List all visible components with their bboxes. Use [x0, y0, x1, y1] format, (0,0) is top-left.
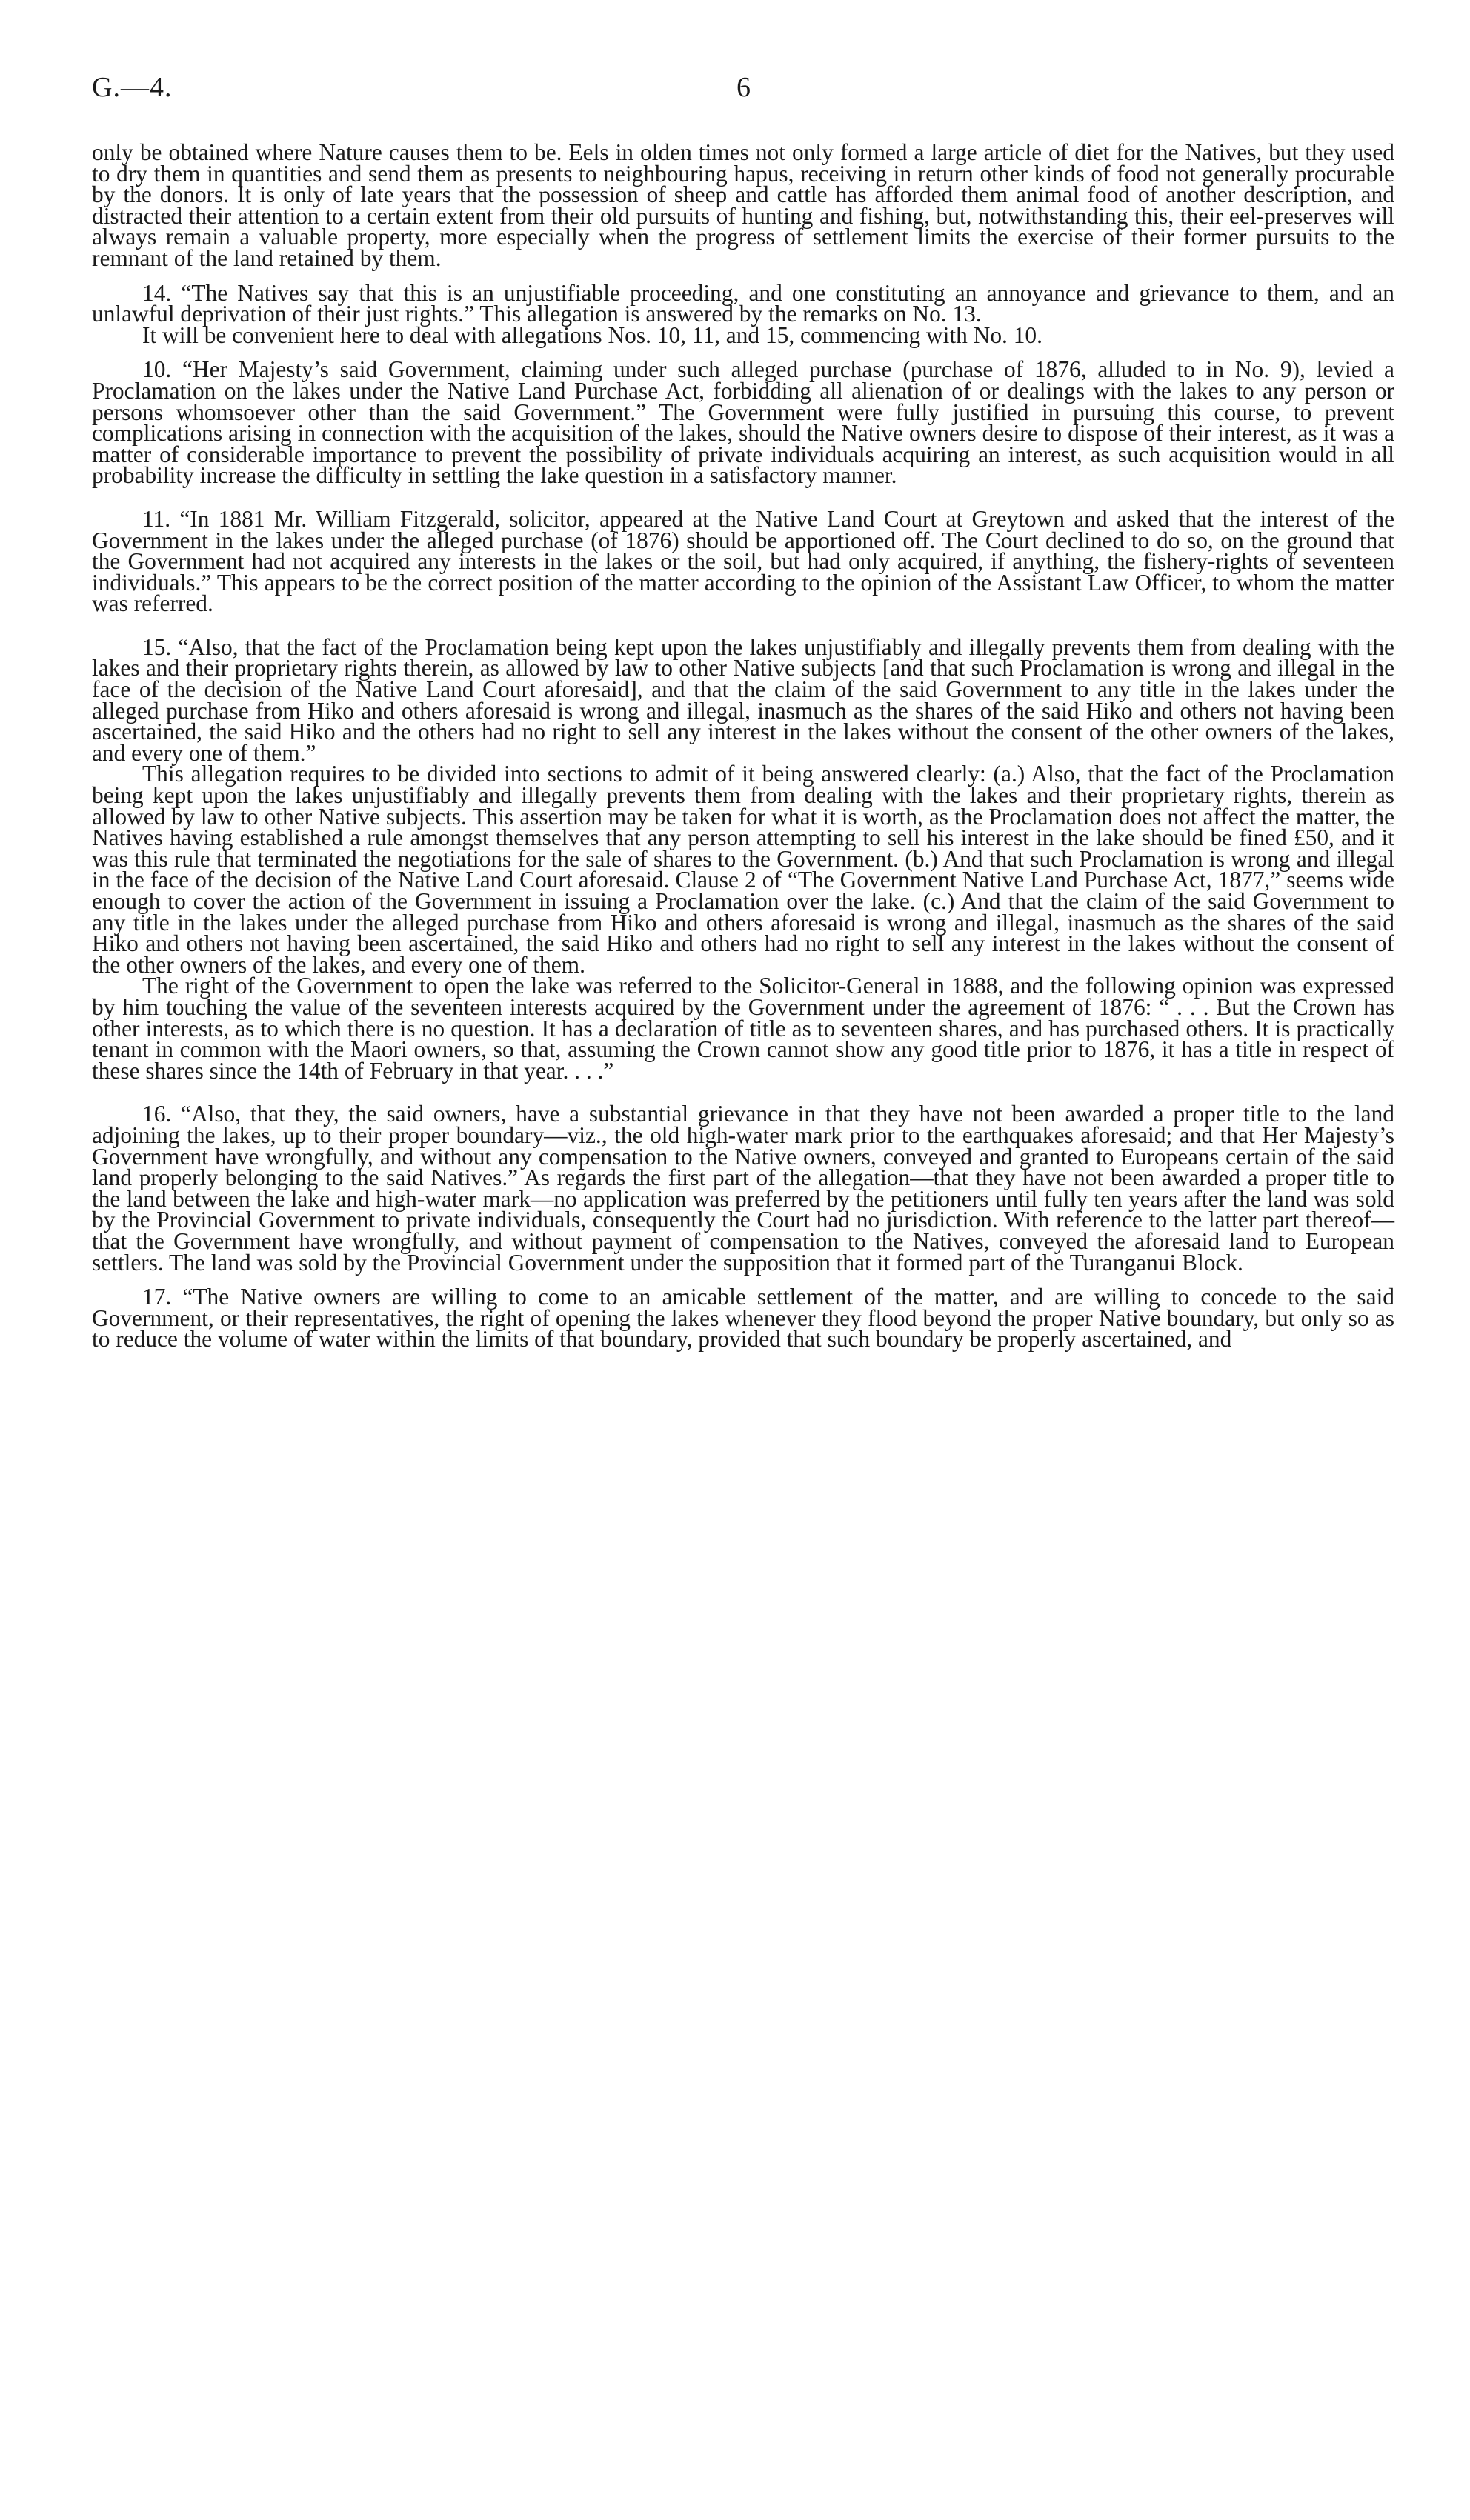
paragraph-11: 11. “In 1881 Mr. William Fitzgerald, solicitor, appeared at the Native Land Court at Greytown and asked that the interest of the Government in the lakes under the alleged purchase (of 1876) should be apportioned off. The Court declined to do so, on the ground that the Government had not acquired any interests in the lakes or the soil, but had only acquired, if anything, the fishery-rights of seventeen individuals.” This appears to be the correct position of the matter according to the opinion of the Assistant Law Officer, to whom the matter was referred.	[92, 505, 1394, 617]
paragraph-15: 15. “Also, that the fact of the Proclamation being kept upon the lakes unjustifiably and illegally prevents them from dealing with the lakes and their proprietary rights therein, as allowed by law to other Native subjects [and that such Proclamation is wrong and illegal in the face of the decision of the Native Land Court aforesaid], and that the claim of the said Government to any title in the lakes under the alleged purchase from Hiko and others aforesaid is wrong and illegal, inasmuch as the shares of the said Hiko and others not having been ascertained, the said Hiko and the others had no right to sell any interest in the lakes without the consent of the other owners of the lakes, and every one of them.”	[92, 633, 1394, 766]
body-text	[92, 139, 1394, 1353]
paragraph-transition: It will be convenient here to deal with allegations Nos. 10, 11, and 15, commencing with No. 10.	[142, 321, 1042, 348]
paragraph-16: 16. “Also, that they, the said owners, have a substantial grievance in that they have not been awarded a proper title to the land adjoining the lakes, up to their proper boundary—viz., the old high-water mark prior to the earthquakes aforesaid; and that Her Majesty’s Government have wrongfully, and without any compensation to the Native owners, conveyed and granted to Europeans certain of the said land properly belonging to the said Natives.” As regards the first part of the allegation—that they have not been awarded a proper title to the land between the lake and high-water mark—no application was preferred by the petitioners until fully ten years after the land was sold by the Provincial Government to private individuals, consequently the Court had no jurisdiction. With reference to the latter part thereof—that the Government have wrongfully, and without payment of compensation to the Natives, conveyed the aforesaid land to European settlers. The land was sold by the Provincial Government under the supposition that it formed part of the Turanganui Block.	[92, 1101, 1394, 1276]
page-number: 6	[736, 72, 751, 103]
paragraph-10: 10. “Her Majesty’s said Government, claiming under such alleged purchase (purchase of 1876, alluded to in No. 9), levied a Proclamation on the lakes under the Native Land Purchase Act, forbidding all alienation of or dealings with the lakes to any person or persons whomsoever other than the said Government.” The Government were fully justified in pursuing this course, to prevent complications arising in connection with the acquisition of the lakes, should the Native owners desire to dispose of their interest, as it was a matter of considerable importance to prevent the possibility of private individuals acquiring an interest, as such acquisition would in all probability increase the difficulty in settling the lake question in a satisfactory manner.	[92, 356, 1394, 489]
paragraph-15-answer: This allegation requires to be divided into sections to admit of it being answered clearly: (a.) Also, that the fact of the Proclamation being kept upon the lakes unjustifiably and illegally prevents them from dealing with the lakes and their proprietary rights, therein as allowed by law to other Native subjects. This assertion may be taken for what it is worth, as the Proclamation does not affect the matter, the Natives having established a rule amongst themselves that any person attempting to sell his interest in the lake should be fined £50, and it was this rule that terminated the negotiations for the sale of shares to the Government. (b.) And that such Proclamation is wrong and illegal in the face of the decision of the Native Land Court aforesaid. Clause 2 of “The Government Native Land Purchase Act, 1877,” seems wide enough to cover the action of the Government in issuing a Proclamation over the lake. (c.) And that the claim of the said Government to any title in the lakes under the alleged purchase from Hiko and others aforesaid is wrong and illegal, inasmuch as the shares of the said Hiko and others not having been ascertained, the said Hiko and others had no right to sell any interest in the lakes without the consent of the other owners of the lakes, and every one of them.	[92, 761, 1394, 978]
document-reference: G.—4.	[92, 72, 173, 103]
paragraph-solicitor-general: The right of the Government to open the lake was referred to the Solicitor-General in 1888, and the following opinion was expressed by him touching the value of the seventeen interests acquired by the Government under the agreement of 1876: “ . . . But the Crown has other interests, as to which there is no question. It has a declaration of title as to seventeen shares, and has purchased others. It is practically tenant in common with the Maori owners, so that, assuming the Crown cannot show any good title prior to 1876, it has a title in respect of these shares since the 14th of February in that year. . . .”	[92, 973, 1394, 1084]
page-header	[92, 71, 1394, 121]
paragraph-17: 17. “The Native owners are willing to come to an amicable settlement of the matter, and are willing to concede to the said Government, or their representatives, the right of opening the lakes whenever they flood beyond the proper Native boundary, but only so as to reduce the volume of water within the limits of that boundary, provided that such boundary be properly ascertained, and	[92, 1284, 1394, 1353]
paragraph-14: 14. “The Natives say that this is an unjustifiable proceeding, and one constituting an annoyance and grievance to them, and an unlawful deprivation of their just rights.” This allegation is answered by the remarks on No. 13.	[92, 279, 1394, 327]
paragraph-continuation: only be obtained where Nature causes them to be. Eels in olden times not only formed a large article of diet for the Natives, but they used to dry them in quantities and send them as presents to neighbouring hapus, receiving in return other kinds of food not generally procurable by the donors. It is only of late years that the possession of sheep and cattle has afforded them animal food of another description, and distracted their attention to a certain extent from their old pursuits of hunting and fishing, but, notwithstanding this, their eel-preserves will always remain a valuable property, more especially when the progress of settlement limits the exercise of their former pursuits to the remnant of the land retained by them.	[92, 139, 1394, 271]
